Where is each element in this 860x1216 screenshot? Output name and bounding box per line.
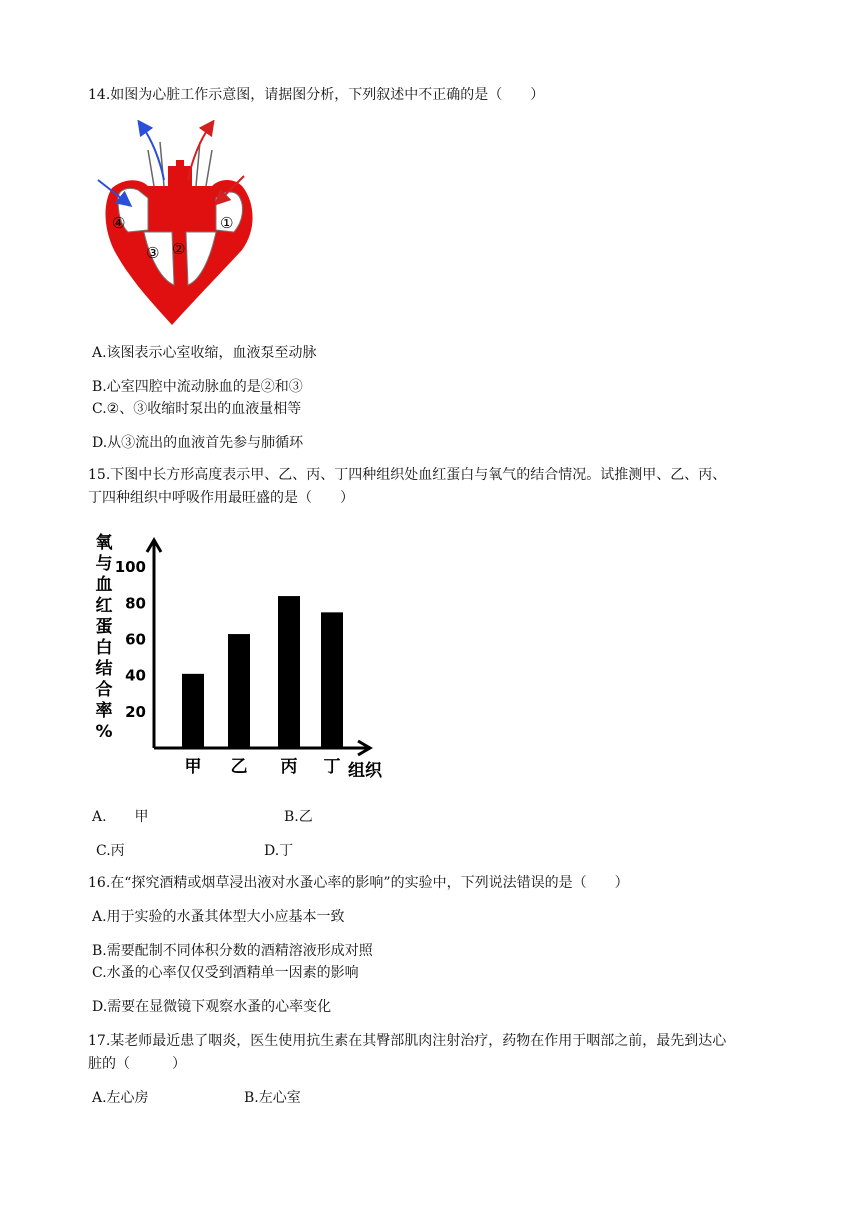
y-axis-label (95, 532, 113, 742)
q15-option-b[interactable]: B.乙 (284, 809, 313, 825)
y-label-char: 白 (95, 638, 113, 658)
y-label-char: 与 (95, 554, 113, 574)
bar-3 (278, 596, 300, 748)
q16-option-d[interactable]: D.需要在显微镜下观察水蚤的心率变化 (92, 999, 332, 1015)
y-tick-label: 20 (125, 702, 146, 721)
q16-option-a[interactable]: A.用于实验的水蚤其体型大小应基本一致 (92, 909, 345, 925)
bar-chart (92, 530, 392, 785)
x-category-label: 甲 (184, 757, 202, 777)
bars (182, 596, 343, 748)
q17-stem-line2: 脏的（ ） (88, 1056, 186, 1072)
q17-stem-line1: 17.某老师最近患了咽炎，医生使用抗生素在其臀部肌肉注射治疗，药物在作用于咽部之前，最先到达心 (88, 1033, 727, 1049)
y-label-char: 红 (95, 596, 113, 616)
x-category-label: 丁 (323, 757, 341, 777)
label-3: ③ (146, 244, 160, 262)
q15-option-d[interactable]: D.丁 (264, 843, 294, 859)
q16-option-b[interactable]: B.需要配制不同体积分数的酒精溶液形成对照 (92, 943, 373, 959)
q15-option-a[interactable]: A. 甲 (92, 809, 149, 825)
x-axis-label: 组织 (348, 761, 382, 781)
x-category-label: 乙 (230, 757, 248, 777)
y-label-char: % (95, 722, 113, 742)
q14-option-b[interactable]: B.心室四腔中流动脉血的是②和③ (92, 379, 303, 395)
y-label-char: 血 (95, 575, 113, 595)
q15-option-c[interactable]: C.丙 (96, 843, 125, 859)
q14-option-c[interactable]: C.②、③收缩时泵出的血液量相等 (92, 401, 302, 417)
label-1: ① (220, 214, 234, 232)
bar-4 (321, 612, 343, 748)
y-label-char: 合 (95, 680, 113, 700)
q15-stem-line1: 15.下图中长方形高度表示甲、乙、丙、丁四种组织处血红蛋白与氧气的结合情况。试推测甲、乙、丙、 (88, 467, 727, 483)
y-tick-label: 40 (125, 666, 146, 685)
q14-stem: 14.如图为心脏工作示意图，请据图分析，下列叙述中不正确的是（ ） (88, 87, 545, 103)
q17-option-b[interactable]: B.左心室 (244, 1090, 301, 1106)
y-label-char: 结 (95, 659, 113, 679)
q16-stem: 16.在“探究酒精或烟草浸出液对水蚤心率的影响”的实验中，下列说法错误的是（ ） (88, 875, 629, 891)
label-2: ② (172, 240, 186, 258)
y-tick-label: 60 (125, 630, 146, 649)
q14-option-d[interactable]: D.从③流出的血液首先参与肺循环 (92, 435, 304, 451)
x-categories (185, 757, 341, 777)
bar-2 (228, 634, 250, 748)
q14-option-a[interactable]: A.该图表示心室收缩，血液泵至动脉 (92, 345, 317, 361)
q17-option-a[interactable]: A.左心房 (92, 1090, 149, 1106)
y-label-char: 蛋 (95, 617, 113, 637)
y-label-char: 率 (95, 701, 113, 721)
y-tick-label: 100 (114, 558, 146, 577)
y-tick-label: 80 (125, 594, 146, 613)
label-4: ④ (112, 214, 126, 232)
y-ticks (115, 558, 146, 721)
q15-stem-line2: 丁四种组织中呼吸作用最旺盛的是（ ） (88, 490, 354, 506)
heart-diagram (92, 120, 270, 328)
bar-1 (182, 674, 204, 748)
x-category-label: 丙 (280, 757, 298, 777)
y-label-char: 氧 (95, 533, 113, 553)
q16-option-c[interactable]: C.水蚤的心率仅仅受到酒精单一因素的影响 (92, 965, 359, 981)
